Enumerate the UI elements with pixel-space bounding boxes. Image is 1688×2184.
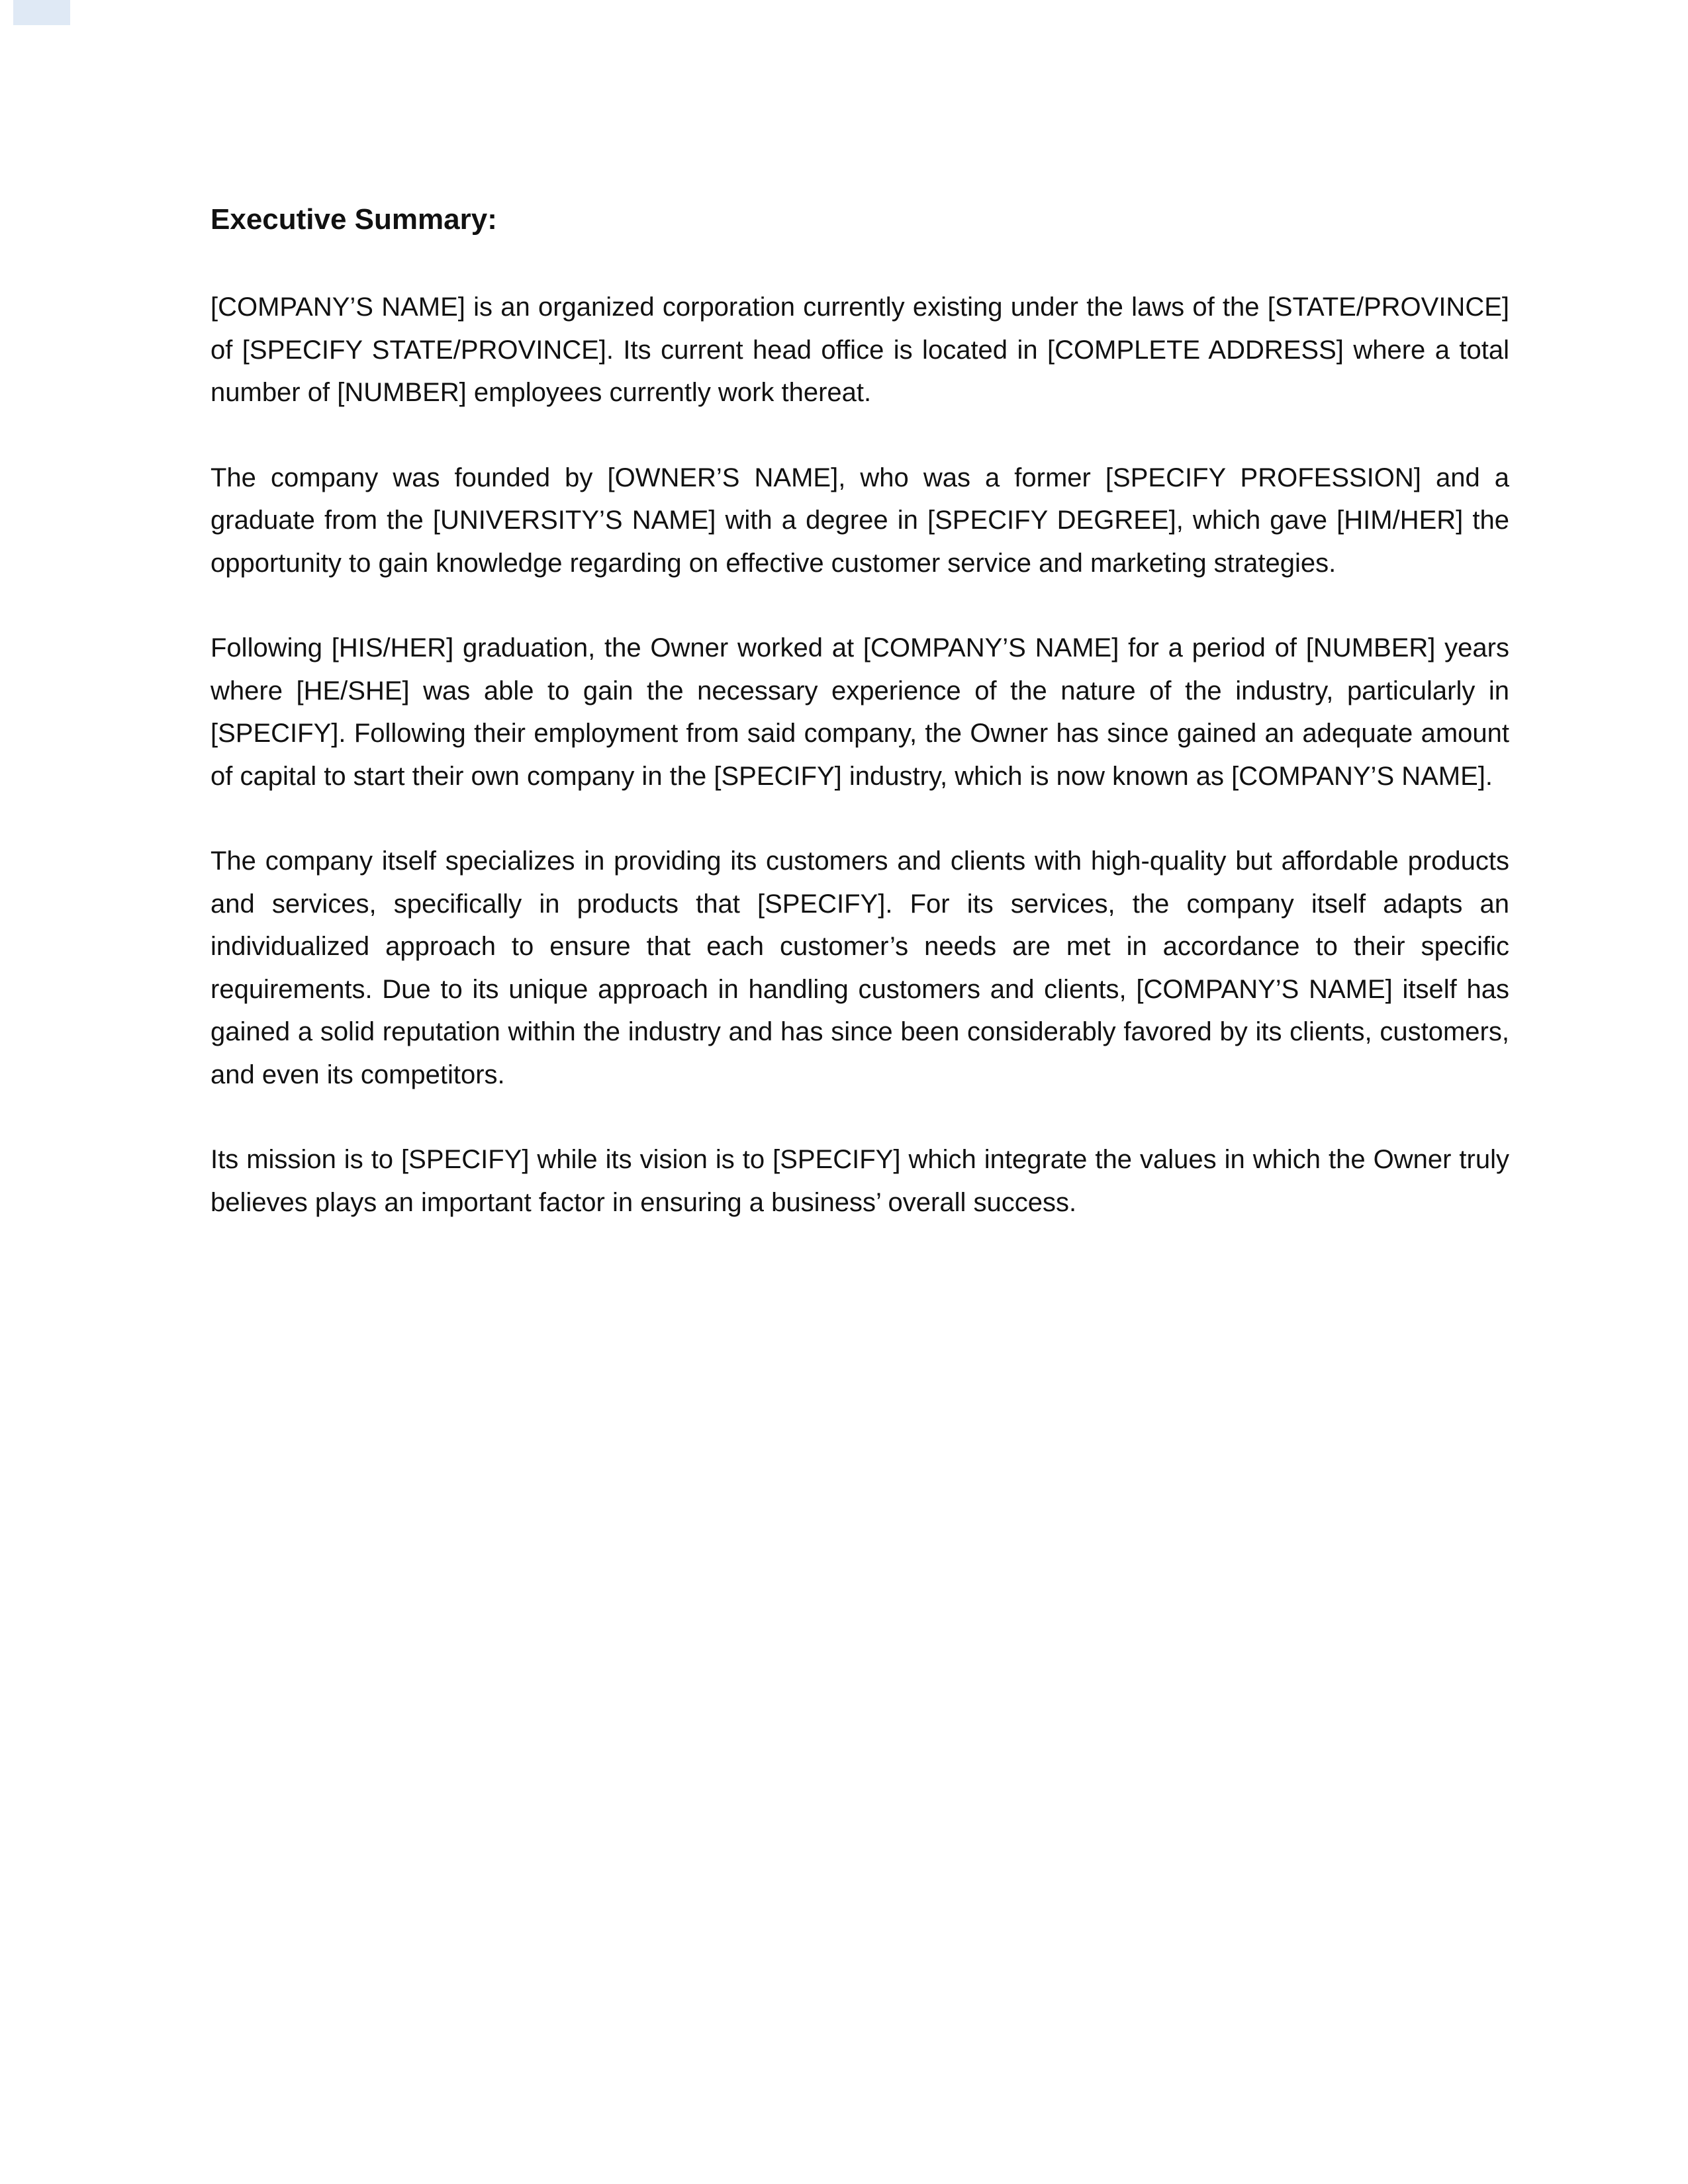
paragraph-owner-experience: Following [HIS/HER] graduation, the Owner worked at [COMPANY’S NAME] for a period of [NUMBER] years where [HE/SHE] was able to gain the necessary experience of the nature of the industry, particularly in [SPECIFY]. Following their employment from said company, the Owner has since gained an adequate amount of capital to start their own company in the [SPECIFY] industry, which is now known as [COMPANY’S NAME]. bbox=[211, 633, 1509, 791]
paragraph-mission-vision: Its mission is to [SPECIFY] while its vision is to [SPECIFY] which integrate the values in which the Owner truly believes plays an important factor in ensuring a business’ overall success. bbox=[211, 1145, 1509, 1217]
paragraph-company-overview: [COMPANY’S NAME] is an organized corporation currently existing under the laws of the [STATE/PROVINCE] of [SPECIFY STATE/PROVINCE]. Its current head office is located in [COMPLETE ADDRESS] where a total number of [NUMBER] employees currently work thereat. bbox=[211, 293, 1509, 407]
document-page bbox=[211, 199, 1509, 1266]
corner-mark bbox=[13, 0, 70, 25]
paragraph-products-services: The company itself specializes in providing its customers and clients with high-quality but affordable products and services, specifically in products that [SPECIFY]. For its services, the company itself adapts an individualized approach to ensure that each customer’s needs are met in accordance to their specific requirements. Due to its unique approach in handling customers and clients, [COMPANY’S NAME] itself has gained a solid reputation within the industry and has since been considerably favored by its clients, customers, and even its competitors. bbox=[211, 846, 1509, 1089]
paragraph-founder-background: The company was founded by [OWNER’S NAME], who was a former [SPECIFY PROFESSION] and a graduate from the [UNIVERSITY’S NAME] with a degree in [SPECIFY DEGREE], which gave [HIM/HER] the opportunity to gain knowledge regarding on effective customer service and marketing strategies. bbox=[211, 463, 1509, 578]
page-title: Executive Summary: bbox=[211, 203, 497, 236]
